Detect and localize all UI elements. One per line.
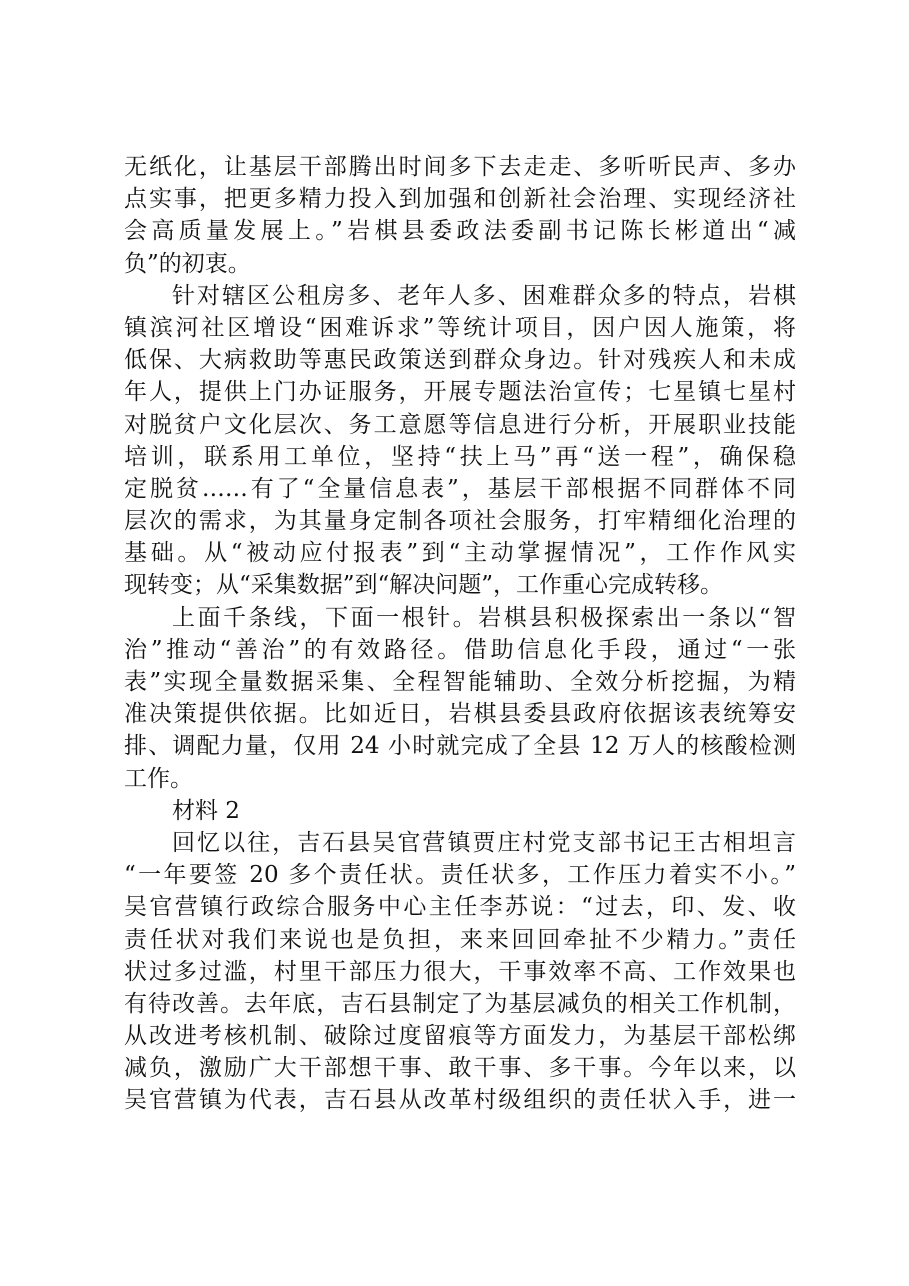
- text-line: 低保、大病救助等惠民政策送到群众身边。针对残疾人和未成: [124, 347, 796, 374]
- text-line: 层次的需求，为其量身定制各项社会服务，打牢精细化治理的: [124, 508, 796, 535]
- text-line: “一年要签 20 多个责任状。责任状多，工作压力着实不小。”: [124, 862, 796, 889]
- text-line: 表”实现全量数据采集、全程智能辅助、全效分析挖掘，为精: [124, 669, 796, 695]
- text-line: 吴官营镇为代表，吉石县从改革村级组织的责任状入手，进一: [124, 1087, 796, 1114]
- text-line: 上面千条线，下面一根针。岩棋县积极探索出一条以“智: [172, 604, 796, 631]
- text-line: 会高质量发展上。”岩棋县委政法委副书记陈长彬道出“减: [124, 218, 796, 245]
- text-line: 吴官营镇行政综合服务中心主任李苏说：“过去，印、发、收: [124, 894, 796, 921]
- document-body: [124, 151, 796, 1117]
- text-line: 回忆以往，吉石县吴官营镇贾庄村党支部书记王古相坦言: [172, 829, 796, 856]
- text-line: 工作。: [124, 765, 193, 792]
- text-line: 针对辖区公租房多、老年人多、困难群众多的特点，岩棋: [172, 282, 796, 309]
- text-line: 有待改善。去年底，吉石县制定了为基层减负的相关工作机制，: [124, 990, 796, 1017]
- text-line: 培训，联系用工单位，坚持“扶上马”再“送一程”，确保稳: [124, 443, 796, 470]
- text-line: 无纸化，让基层干部腾出时间多下去走走、多听听民声、多办: [124, 154, 796, 180]
- text-line: 治”推动“善治”的有效路径。借助信息化手段，通过“一张: [124, 636, 796, 663]
- text-line: 现转变；从“采集数据”到“解决问题”，工作重心完成转移。: [124, 572, 724, 599]
- text-line: 对脱贫户文化层次、务工意愿等信息进行分析，开展职业技能: [124, 411, 796, 438]
- text-line: 定脱贫……有了“全量信息表”，基层干部根据不同群体不同: [124, 475, 796, 502]
- text-line: 负”的初衷。: [124, 250, 251, 277]
- text-line: 材料 2: [172, 797, 240, 824]
- text-line: 排、调配力量，仅用 24 小时就完成了全县 12 万人的核酸检测: [124, 733, 796, 760]
- text-line: 年人，提供上门办证服务，开展专题法治宣传；七星镇七星村: [124, 379, 796, 406]
- text-line: 状过多过滥，村里干部压力很大，干事效率不高、工作效果也: [124, 958, 796, 985]
- text-line: 减负，激励广大干部想干事、敢干事、多干事。今年以来，以: [124, 1055, 796, 1082]
- text-line: 镇滨河社区增设“困难诉求”等统计项目，因户因人施策，将: [124, 314, 796, 341]
- text-line: 点实事，把更多精力投入到加强和创新社会治理、实现经济社: [124, 186, 796, 213]
- text-line: 从改进考核机制、破除过度留痕等方面发力，为基层干部松绑: [124, 1023, 796, 1050]
- text-line: 准决策提供依据。比如近日，岩棋县委县政府依据该表统筹安: [124, 701, 796, 728]
- text-line: 基础。从“被动应付报表”到“主动掌握情况”，工作作风实: [124, 540, 796, 567]
- text-line: 责任状对我们来说也是负担，来来回回牵扯不少精力。”责任: [124, 926, 796, 953]
